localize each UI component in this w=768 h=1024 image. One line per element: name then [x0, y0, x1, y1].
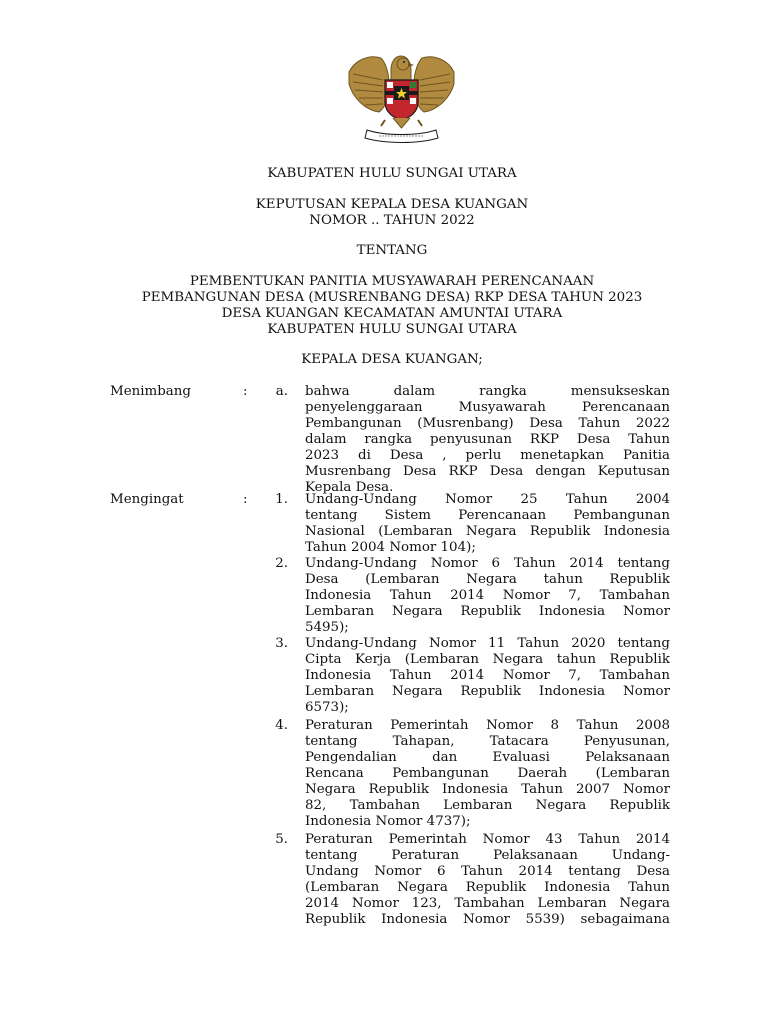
- item-line: Lembaran Negara Republik Indonesia Nomor: [305, 684, 670, 699]
- regency-title: KABUPATEN HULU SUNGAI UTARA: [267, 166, 517, 181]
- item-line: Peraturan Pemerintah Nomor 43 Tahun 2014: [305, 832, 670, 847]
- item-line: Undang Nomor 6 Tahun 2014 tentang Desa: [305, 864, 670, 879]
- mengingat-label: Mengingat: [110, 492, 184, 507]
- item-line: Undang-Undang Nomor 25 Tahun 2004: [305, 492, 670, 507]
- subject-line: PEMBENTUKAN PANITIA MUSYAWARAH PERENCANAAN: [189, 274, 595, 289]
- item-line: tentang Tahapan, Tatacara Penyusunan,: [305, 734, 670, 749]
- item-line: bahwa dalam rangka mensukseskan: [305, 384, 670, 399]
- item-line: dalam rangka penyusunan RKP Desa Tahun: [305, 432, 670, 447]
- item-line: tentang Peraturan Pelaksanaan Undang-: [305, 848, 670, 863]
- item-line: 82, Tambahan Lembaran Negara Republik: [305, 798, 670, 813]
- decree-title: KEPUTUSAN KEPALA DESA KUANGAN: [255, 197, 529, 212]
- item-line: Undang-Undang Nomor 11 Tahun 2020 tentang: [305, 636, 670, 651]
- item-line: Peraturan Pemerintah Nomor 8 Tahun 2008: [305, 718, 670, 733]
- item-line: Pengendalian dan Evaluasi Pelaksanaan: [305, 750, 670, 765]
- item-line: (Lembaran Negara Republik Indonesia Tahun: [305, 880, 670, 895]
- item-marker: 4.: [275, 718, 288, 733]
- item-line: Pembangunan (Musrenbang) Desa Tahun 2022: [305, 416, 670, 431]
- item-marker: 5.: [275, 832, 288, 847]
- item-line: Desa (Lembaran Negara tahun Republik: [305, 572, 670, 587]
- subject-line: KABUPATEN HULU SUNGAI UTARA: [267, 322, 517, 337]
- item-marker: 2.: [275, 556, 288, 571]
- item-line: Tahun 2004 Nomor 104);: [305, 540, 476, 555]
- menimbang-label: Menimbang: [110, 384, 191, 399]
- item-line: 5495);: [305, 620, 349, 635]
- subject-line: PEMBANGUNAN DESA (MUSRENBANG DESA) RKP DESA TAHUN 2023: [141, 290, 643, 305]
- about-label: TENTANG: [356, 243, 428, 258]
- item-marker: 1.: [275, 492, 288, 507]
- item-line: Indonesia Nomor 4737);: [305, 814, 471, 829]
- garuda-pancasila-emblem-icon: [345, 50, 458, 144]
- item-marker: a.: [275, 384, 288, 399]
- item-line: Nasional (Lembaran Negara Republik Indonesia: [305, 524, 670, 539]
- item-line: 2023 di Desa , perlu menetapkan Panitia: [305, 448, 670, 463]
- item-line: Rencana Pembangunan Daerah (Lembaran: [305, 766, 670, 781]
- item-line: Lembaran Negara Republik Indonesia Nomor: [305, 604, 670, 619]
- issuer-title: KEPALA DESA KUANGAN;: [301, 352, 483, 367]
- item-line: Cipta Kerja (Lembaran Negara tahun Republik: [305, 652, 670, 667]
- item-line: Indonesia Tahun 2014 Nomor 7, Tambahan: [305, 588, 670, 603]
- decree-number: NOMOR .. TAHUN 2022: [309, 213, 475, 228]
- item-line: Musrenbang Desa RKP Desa dengan Keputusan: [305, 464, 670, 479]
- mengingat-colon: :: [243, 492, 248, 507]
- item-line: 6573);: [305, 700, 349, 715]
- menimbang-colon: :: [243, 384, 248, 399]
- item-line: Undang-Undang Nomor 6 Tahun 2014 tentang: [305, 556, 670, 571]
- item-line: Kepala Desa.: [305, 480, 394, 495]
- item-line: Republik Indonesia Nomor 5539) sebagaimana: [305, 912, 670, 927]
- item-line: tentang Sistem Perencanaan Pembangunan: [305, 508, 670, 523]
- subject-line: DESA KUANGAN KECAMATAN AMUNTAI UTARA: [221, 306, 563, 321]
- item-line: Indonesia Tahun 2014 Nomor 7, Tambahan: [305, 668, 670, 683]
- item-line: penyelenggaraan Musyawarah Perencanaan: [305, 400, 670, 415]
- item-marker: 3.: [275, 636, 288, 651]
- item-line: 2014 Nomor 123, Tambahan Lembaran Negara: [305, 896, 670, 911]
- item-line: Negara Republik Indonesia Tahun 2007 Nomor: [305, 782, 670, 797]
